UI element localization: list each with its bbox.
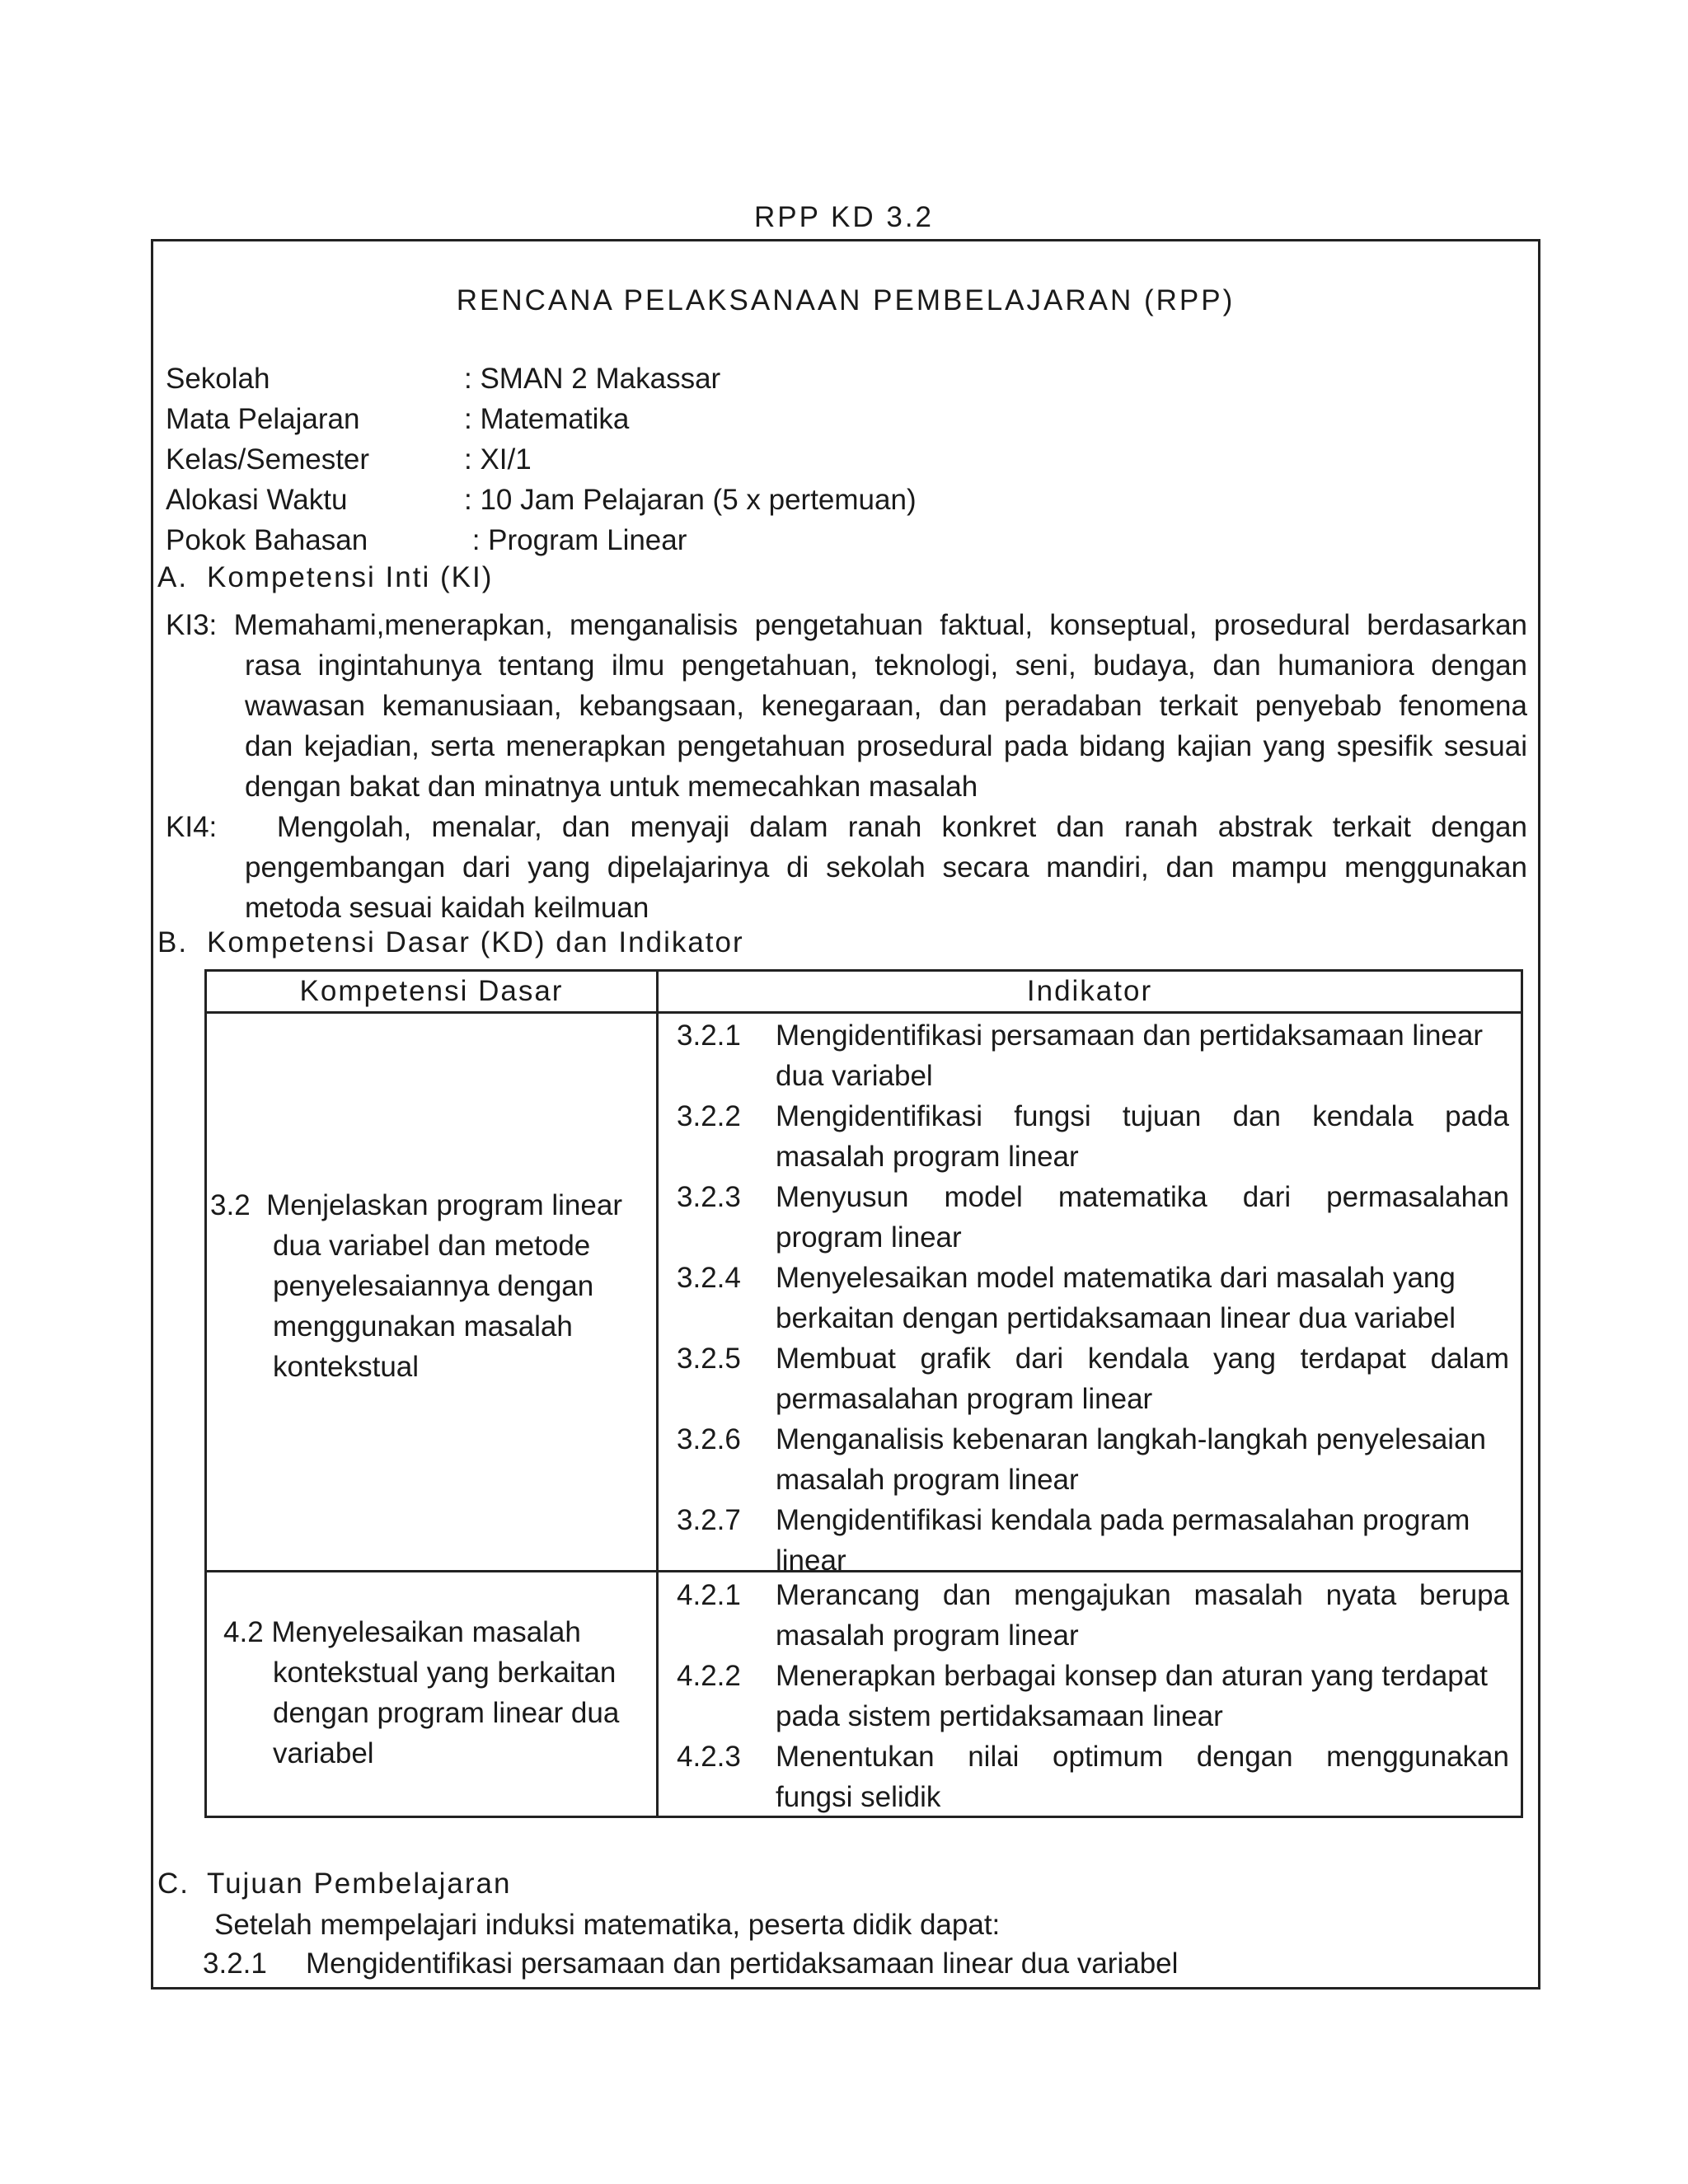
indicator-line: Merancang dan mengajukan masalah nyata berupa	[776, 1579, 1509, 1611]
ki3-line: rasa ingintahunya tentang ilmu pengetahuan, teknologi, seni, budaya, dan humaniora dengan	[245, 649, 1527, 682]
identity-row-school	[166, 363, 917, 403]
identity-label: Mata Pelajaran	[166, 403, 360, 435]
indicator-item	[677, 1096, 1509, 1177]
ki4-paragraph	[166, 807, 1527, 928]
kd-3-2	[210, 1185, 651, 1387]
identity-row-time	[166, 484, 917, 524]
section-a-heading	[157, 561, 493, 594]
kd-line: dengan program linear dua	[273, 1697, 620, 1729]
indicator-number: 4.2.1	[677, 1579, 741, 1611]
ki3-line: dan kejadian, serta menerapkan pengetahuan prosedural pada bidang kajian yang spesifik sesuai	[245, 730, 1527, 762]
identity-value: : Matematika	[464, 403, 630, 435]
kd-line: 3.2 Menjelaskan program linear	[210, 1189, 622, 1221]
objective-number: 3.2.1	[203, 1947, 267, 1980]
kd-line: kontekstual	[273, 1351, 420, 1383]
indicator-number: 3.2.5	[677, 1343, 741, 1375]
kd-line: menggunakan masalah	[273, 1310, 573, 1343]
indicator-line: Menentukan nilai optimum dengan menggunakan	[776, 1741, 1509, 1773]
indicator-line: program linear	[776, 1221, 962, 1254]
section-title: Tujuan Pembelajaran	[207, 1868, 512, 1900]
page-title: RENCANA PELAKSANAAN PEMBELAJARAN (RPP)	[456, 284, 1236, 316]
table-header-divider	[207, 1011, 1521, 1014]
section-title: Kompetensi Dasar (KD) dan Indikator	[207, 926, 744, 958]
kd-indicator-table	[204, 969, 1523, 1818]
indicator-line: Mengidentifikasi kendala pada permasalahan program	[776, 1504, 1470, 1536]
kd-line: 4.2 Menyelesaikan masalah	[223, 1616, 581, 1648]
indicator-number: 4.2.3	[677, 1741, 741, 1773]
ki4-line: pengembangan dari yang dipelajarinya di sekolah secara mandiri, dan mampu menggunakan	[245, 851, 1527, 883]
indicator-line: Menyusun model matematika dari permasalahan	[776, 1181, 1509, 1213]
indicator-line: pada sistem pertidaksamaan linear	[776, 1700, 1223, 1732]
objectives-intro: Setelah mempelajari induksi matematika, peserta didik dapat:	[214, 1909, 1001, 1941]
column-header-kd: Kompetensi Dasar	[299, 975, 564, 1007]
indicator-line: permasalahan program linear	[776, 1383, 1153, 1415]
indicator-line: Menganalisis kebenaran langkah-langkah penyelesaian	[776, 1423, 1486, 1455]
indicator-line: linear	[776, 1544, 846, 1577]
identity-value: : Program Linear	[464, 524, 687, 556]
ki3-line: wawasan kemanusiaan, kebangsaan, kenegaraan, dan peradaban terkait penyebab fenomena	[245, 690, 1527, 722]
identity-label: Kelas/Semester	[166, 443, 370, 476]
indicator-number: 4.2.2	[677, 1660, 741, 1692]
indicator-line: Mengidentifikasi persamaan dan pertidaksamaan linear	[776, 1019, 1483, 1052]
indicator-item	[677, 1177, 1509, 1258]
indicator-line: berkaitan dengan pertidaksamaan linear dua variabel	[776, 1302, 1456, 1334]
section-b-heading	[157, 926, 744, 959]
indicator-number: 3.2.4	[677, 1262, 741, 1294]
section-letter: B.	[157, 926, 189, 958]
ki3-paragraph	[166, 605, 1527, 807]
kd-4-2	[223, 1612, 651, 1774]
document-code: RPP KD 3.2	[753, 201, 935, 233]
ki4-line: metoda sesuai kaidah keilmuan	[245, 892, 649, 924]
ki4-line: KI4: Mengolah, menalar, dan menyaji dalam ranah konkret dan ranah abstrak terkait dengan	[166, 811, 1527, 843]
identity-value: : 10 Jam Pelajaran (5 x pertemuan)	[464, 484, 917, 516]
kd-line: dua variabel dan metode	[273, 1230, 591, 1262]
column-header-indicator: Indikator	[1026, 975, 1153, 1007]
indicator-line: Membuat grafik dari kendala yang terdapat dalam	[776, 1343, 1509, 1375]
objective-item	[203, 1947, 1178, 1980]
identity-block	[166, 363, 917, 565]
indicator-number: 3.2.3	[677, 1181, 741, 1213]
indicator-line: masalah program linear	[776, 1141, 1079, 1173]
identity-label: Alokasi Waktu	[166, 484, 348, 516]
section-letter: C.	[157, 1868, 190, 1900]
indicator-line: masalah program linear	[776, 1619, 1079, 1652]
indicator-item	[677, 1419, 1509, 1500]
indicator-line: fungsi selidik	[776, 1781, 941, 1813]
indicator-item	[677, 1015, 1509, 1096]
indicator-item	[677, 1258, 1509, 1338]
ki3-line: KI3: Memahami,menerapkan, menganalisis pengetahuan faktual, konseptual, prosedural berdasarkan	[166, 609, 1527, 641]
identity-row-class	[166, 443, 917, 484]
identity-label: Pokok Bahasan	[166, 524, 368, 556]
kd-line: penyelesaiannya dengan	[273, 1270, 594, 1302]
kd-line: variabel	[273, 1737, 374, 1769]
indicator-number: 3.2.7	[677, 1504, 741, 1536]
table-column-divider	[656, 972, 659, 1816]
identity-row-subject	[166, 403, 917, 443]
kd-line: kontekstual yang berkaitan	[273, 1657, 617, 1689]
indicator-line: Menyelesaikan model matematika dari masalah yang	[776, 1262, 1456, 1294]
objective-text: Mengidentifikasi persamaan dan pertidaksamaan linear dua variabel	[306, 1947, 1179, 1980]
indicator-number: 3.2.1	[677, 1019, 741, 1052]
indicator-item	[677, 1656, 1509, 1736]
identity-row-topic	[166, 524, 917, 565]
identity-value: : XI/1	[464, 443, 532, 476]
section-c-heading	[157, 1868, 511, 1900]
indicator-line: Menerapkan berbagai konsep dan aturan yang terdapat	[776, 1660, 1488, 1692]
ki3-line: dengan bakat dan minatnya untuk memecahkan masalah	[245, 771, 978, 803]
indicator-line: masalah program linear	[776, 1464, 1079, 1496]
section-title: Kompetensi Inti (KI)	[207, 561, 494, 593]
identity-label: Sekolah	[166, 363, 270, 395]
indicator-item	[677, 1575, 1509, 1656]
indicator-item	[677, 1736, 1509, 1817]
indicator-line: Mengidentifikasi fungsi tujuan dan kendala pada	[776, 1100, 1509, 1132]
indicator-number: 3.2.6	[677, 1423, 741, 1455]
indicator-line: dua variabel	[776, 1060, 933, 1092]
indicator-item	[677, 1338, 1509, 1419]
indicator-item	[677, 1500, 1509, 1581]
section-letter: A.	[157, 561, 189, 593]
indicator-number: 3.2.2	[677, 1100, 741, 1132]
identity-value: : SMAN 2 Makassar	[464, 363, 721, 395]
